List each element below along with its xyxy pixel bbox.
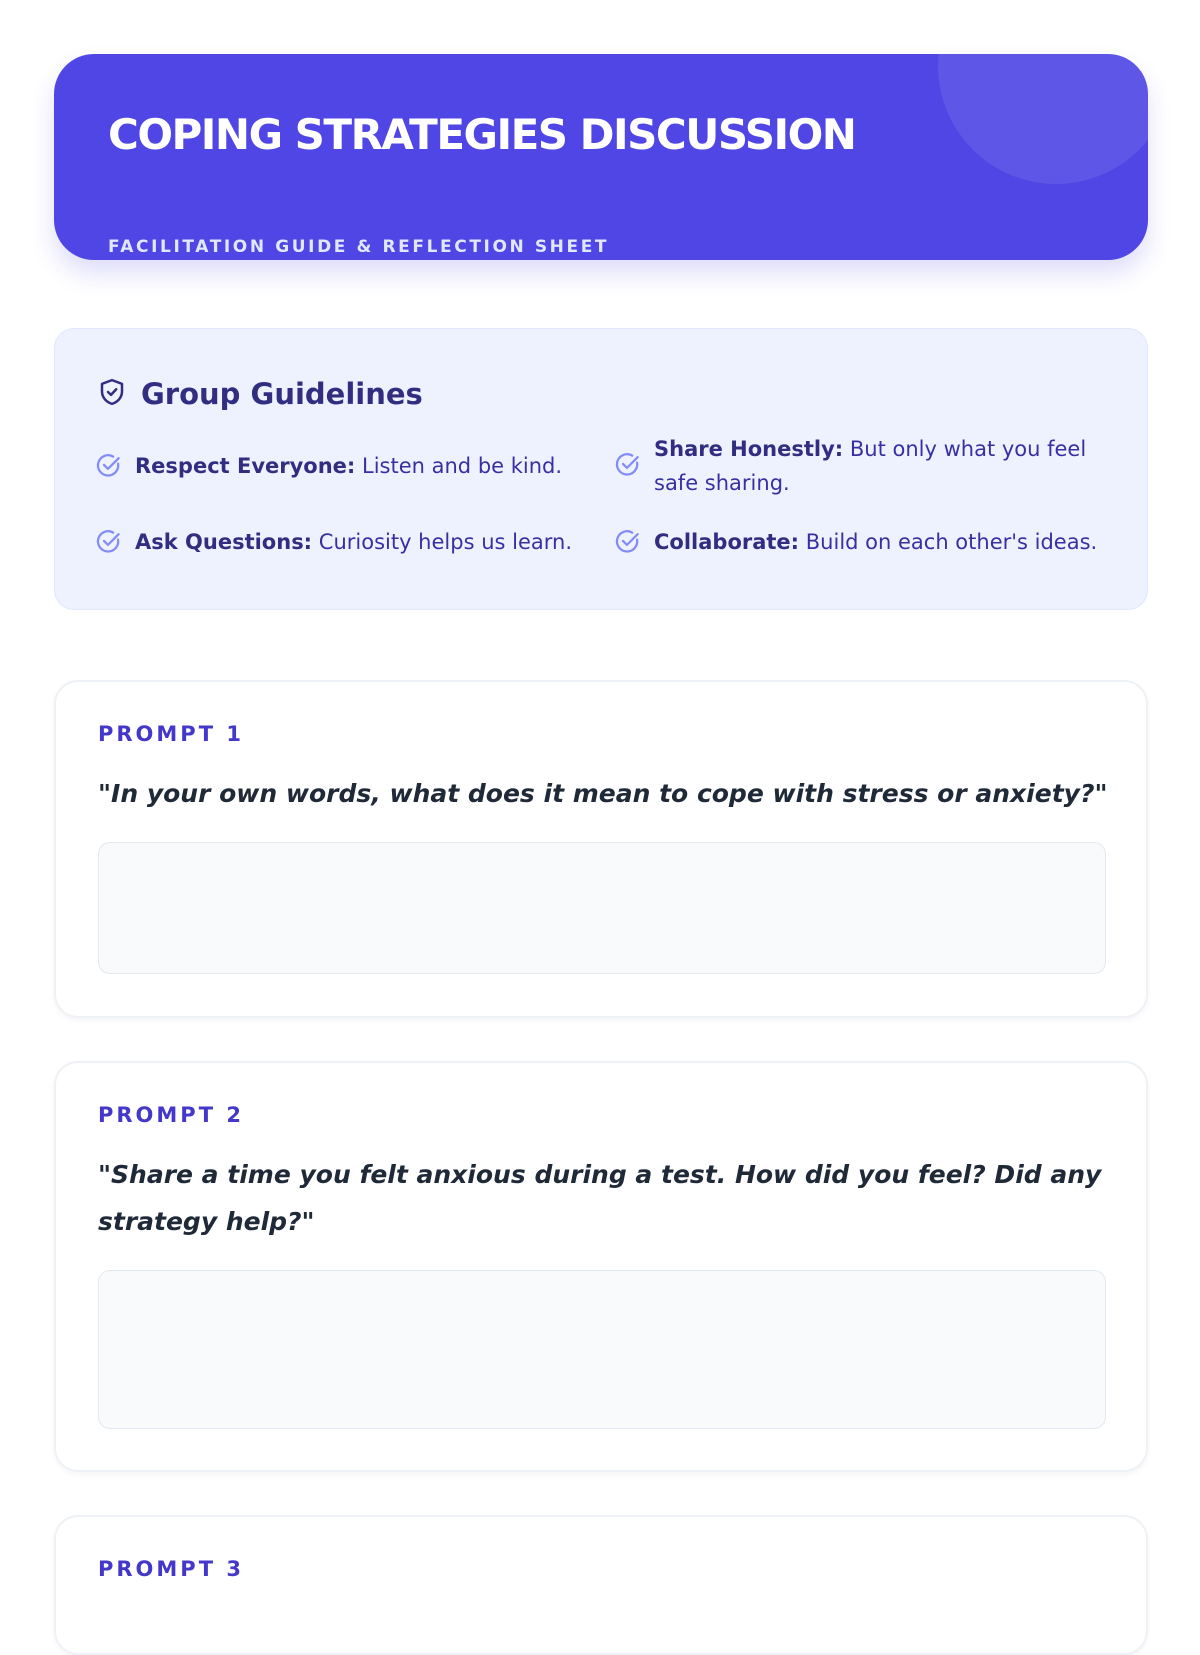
shield-check-icon <box>97 377 127 411</box>
guideline-label: Share Honestly: <box>654 437 844 461</box>
check-circle-icon <box>614 451 641 478</box>
prompt-label: PROMPT 3 <box>98 1557 244 1581</box>
prompt-card-3 <box>54 1515 1148 1655</box>
check-circle-icon <box>614 528 641 555</box>
decorative-circle <box>938 54 1148 184</box>
check-circle-icon <box>95 528 122 555</box>
guideline-text: But only what you feel safe sharing. <box>654 437 1087 495</box>
guideline-item <box>614 432 1094 500</box>
guideline-item <box>95 525 595 559</box>
guidelines-card <box>54 328 1148 610</box>
prompt-label: PROMPT 2 <box>98 1103 244 1127</box>
guideline-item <box>614 525 1124 559</box>
guideline-text: Curiosity helps us learn. <box>318 530 572 554</box>
page-title: COPING STRATEGIES DISCUSSION <box>108 110 856 159</box>
header-banner <box>54 54 1148 260</box>
guideline-label: Respect Everyone: <box>135 454 356 478</box>
guidelines-title: Group Guidelines <box>141 377 423 411</box>
guideline-label: Ask Questions: <box>135 530 313 554</box>
guideline-text: Build on each other's ideas. <box>805 530 1098 554</box>
page-subtitle: FACILITATION GUIDE & REFLECTION SHEET <box>108 237 610 257</box>
prompt-label: PROMPT 1 <box>98 722 244 746</box>
prompt-card-1 <box>54 680 1148 1018</box>
prompt-card-2 <box>54 1061 1148 1472</box>
prompt-question: "Share a time you felt anxious during a test. How did you feel? Did any strategy help?" <box>98 1160 1102 1236</box>
check-circle-icon <box>95 452 122 479</box>
answer-box[interactable] <box>98 1270 1106 1429</box>
guideline-item <box>95 449 565 483</box>
prompt-question: "In your own words, what does it mean to cope with stress or anxiety?" <box>98 779 1108 808</box>
guideline-label: Collaborate: <box>654 530 800 554</box>
answer-box[interactable] <box>98 842 1106 974</box>
guidelines-header <box>97 377 423 411</box>
guideline-text: Listen and be kind. <box>362 454 563 478</box>
